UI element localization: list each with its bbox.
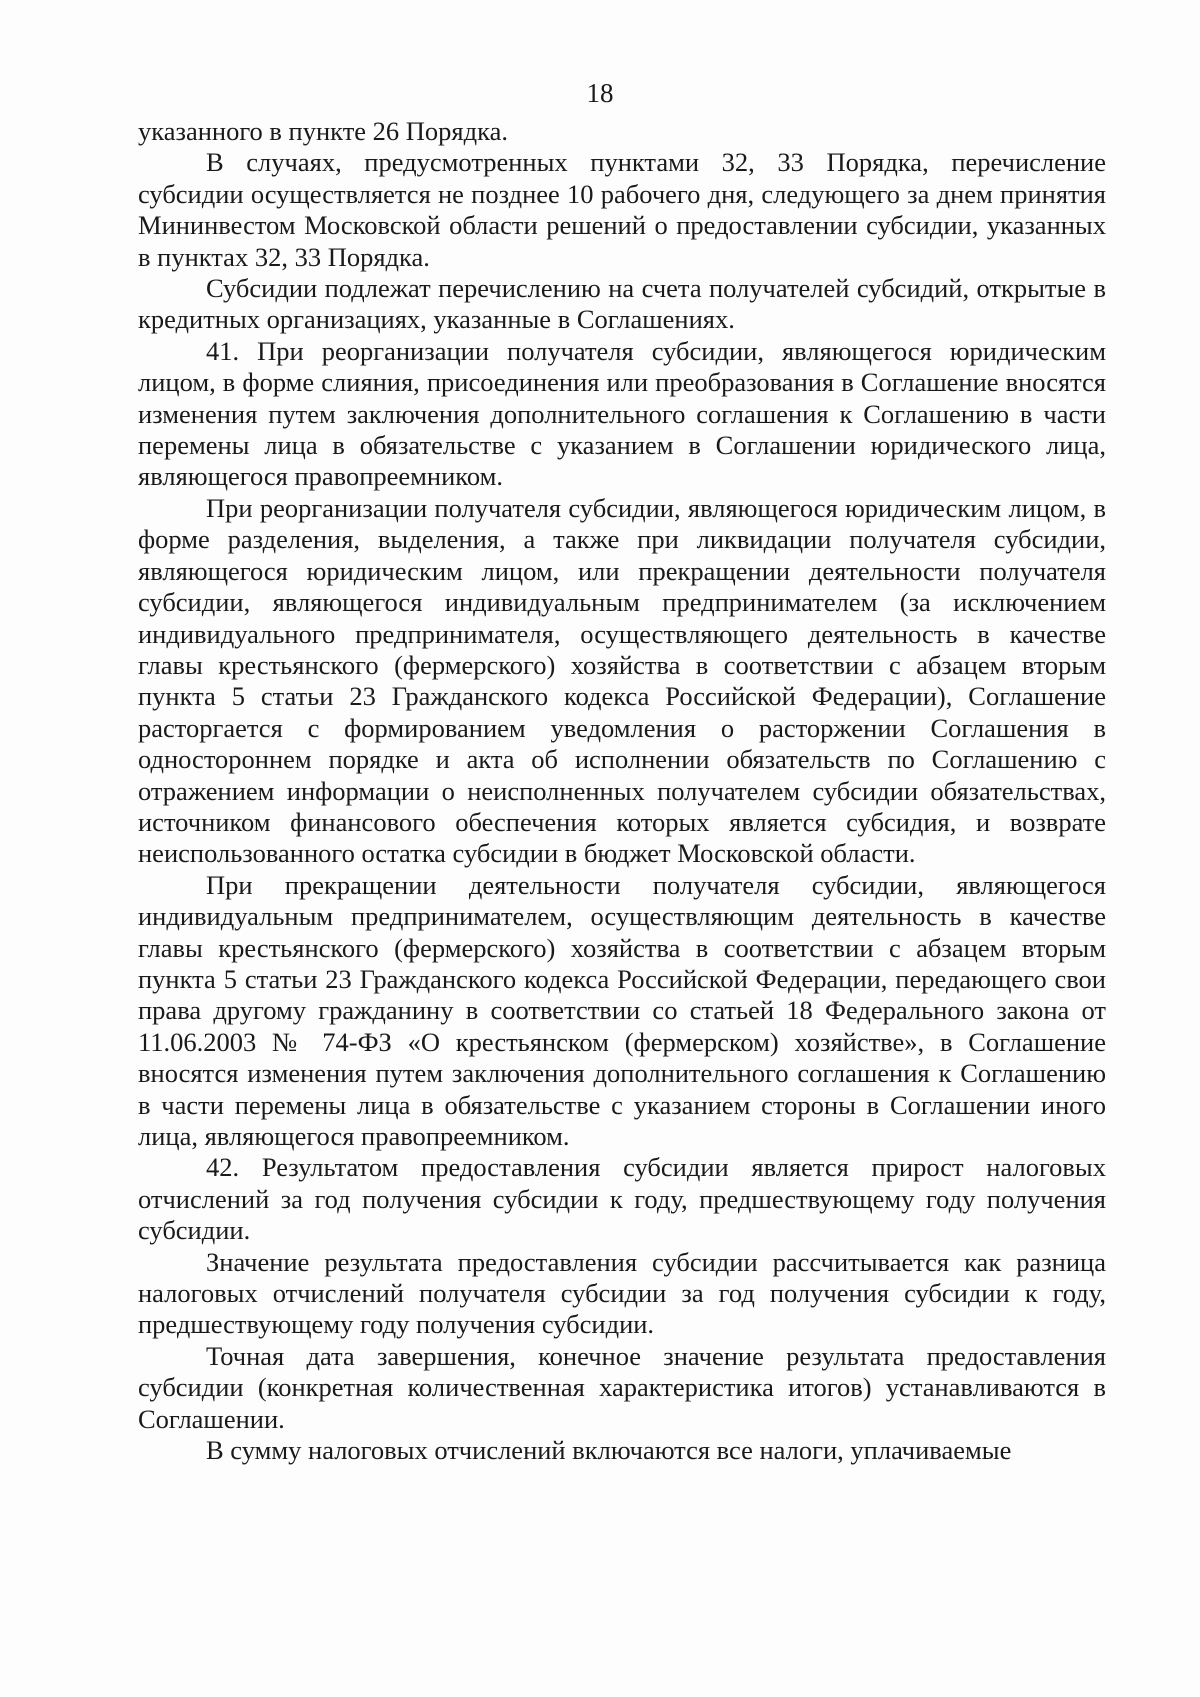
- paragraph: Субсидии подлежат перечислению на счета получателей субсидий, открытые в кредитных организациях, указанные в Соглашениях.: [138, 273, 1106, 335]
- document-body: [138, 116, 1106, 1466]
- page-number: 18: [586, 78, 614, 108]
- paragraph: Точная дата завершения, конечное значение результата предоставления субсидии (конкретная количественная характеристика итогов) устанавливаются в Соглашении.: [138, 1340, 1106, 1434]
- paragraph-continuation: указанного в пункте 26 Порядка.: [138, 116, 508, 146]
- paragraph: При прекращении деятельности получателя субсидии, являющегося индивидуальным предпринимателем, осуществляющим деятельность в качестве главы крестьянского (фермерского) хозяйства в соответствии с абзацем вторым пункта 5 статьи 23 Гражданского кодекса Российской Федерации, передающего свои права другому гражданину в соответствии со статьей 18 Федерального закона от 11.06.2003 № 74-ФЗ «О крестьянском (фермерском) хозяйстве», в Соглашение вносятся изменения путем заключения дополнительного соглашения к Соглашению в части перемены лица в обязательстве с указанием стороны в Соглашении иного лица, являющегося правопреемником.: [138, 869, 1106, 1151]
- paragraph-clause-42: 42. Результатом предоставления субсидии является прирост налоговых отчислений за год получения субсидии к году, предшествующему году получения субсидии.: [138, 1152, 1106, 1246]
- paragraph-clause-41: 41. При реорганизации получателя субсидии, являющегося юридическим лицом, в форме слияния, присоединения или преобразования в Соглашение вносятся изменения путем заключения дополнительного соглашения к Соглашению в части перемены лица в обязательстве с указанием в Соглашении юридического лица, являющегося правопреемником.: [138, 335, 1106, 492]
- paragraph: При реорганизации получателя субсидии, являющегося юридическим лицом, в форме разделения, выделения, а также при ликвидации получателя субсидии, являющегося юридическим лицом, или прекращении деятельности получателя субсидии, являющегося индивидуальным предпринимателем (за исключением индивидуального предпринимателя, осуществляющего деятельность в качестве главы крестьянского (фермерского) хозяйства в соответствии с абзацем вторым пункта 5 статьи 23 Гражданского кодекса Российской Федерации), Соглашение расторгается с формированием уведомления о расторжении Соглашения в одностороннем порядке и акта об исполнении обязательств по Соглашению с отражением информации о неисполненных получателем субсидии обязательствах, источником финансового обеспечения которых является субсидия, и возврате неиспользованного остатка субсидии в бюджет Московской области.: [138, 492, 1106, 869]
- paragraph: В случаях, предусмотренных пунктами 32, 33 Порядка, перечисление субсидии осуществляется не позднее 10 рабочего дня, следующего за днем принятия Мининвестом Московской области решений о предоставлении субсидии, указанных в пунктах 32, 33 Порядка.: [138, 147, 1106, 272]
- paragraph: Значение результата предоставления субсидии рассчитывается как разница налоговых отчислений получателя субсидии за год получения субсидии к году, предшествующему году получения субсидии.: [138, 1246, 1106, 1340]
- paragraph: В сумму налоговых отчислений включаются все налоги, уплачиваемые: [206, 1435, 1012, 1466]
